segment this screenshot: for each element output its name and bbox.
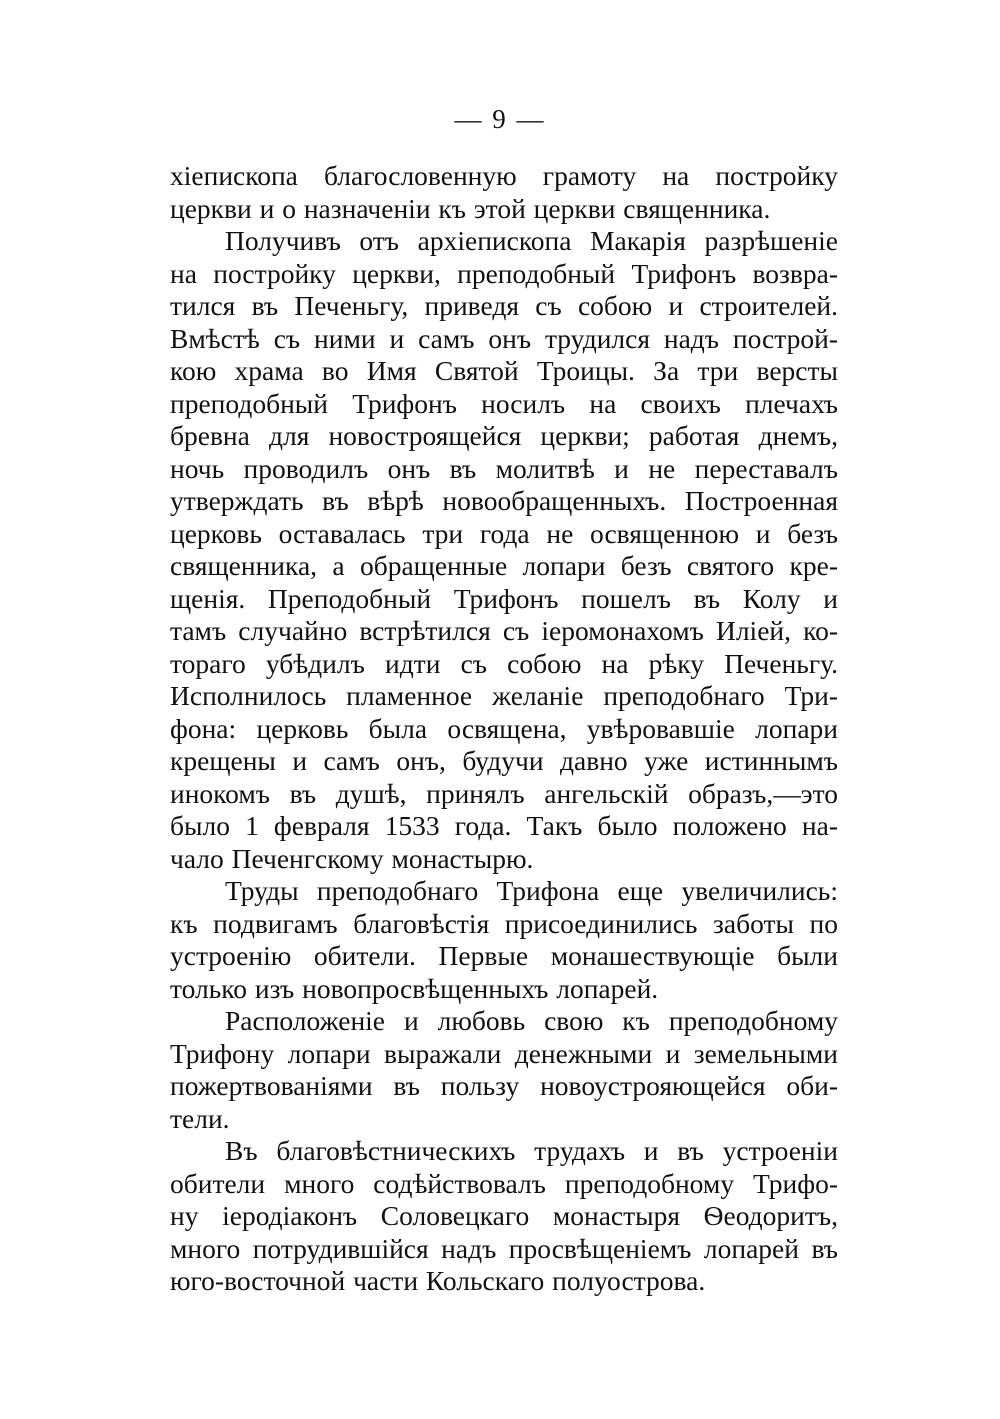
text-line: къ подвигамъ благовѣстія присоединились заботы по (170, 907, 838, 939)
text-line: чало Печенгскому монастырю. (170, 842, 534, 874)
text-line: инокомъ въ душѣ, принялъ ангельскій образъ,—это (170, 777, 838, 809)
text-line: священника, а обращенные лопари безъ святого кре- (170, 550, 838, 581)
text-line: преподобный Трифонъ носилъ на своихъ плечахъ (170, 387, 838, 419)
text-line: хіепископа благословенную грамоту на постройку (170, 160, 838, 191)
text-line: много потрудившійся надъ просвѣщеніемъ лопарей въ (170, 1232, 838, 1264)
text-line: фона: церковь была освящена, увѣровавшіе лопари (170, 712, 838, 744)
text-line: бревна для новостроящейся церкви; работая днемъ, (170, 420, 838, 451)
text-line: ночь проводилъ онъ въ молитвѣ и не переставалъ (170, 452, 838, 484)
text-line: ну іеродіаконъ Соловецкаго монастыря Ѳеодоритъ, (170, 1200, 838, 1231)
text-line: церковь оставалась три года не освященною и безъ (170, 517, 838, 549)
page-number: — 9 — (454, 104, 546, 134)
text-line: Труды преподобнаго Трифона еще увеличились: (225, 875, 838, 906)
text-line: Трифону лопари выражали денежными и земельными (170, 1037, 838, 1069)
text-line: пожертвованіями въ пользу новоустрояющейся оби- (170, 1070, 838, 1101)
text-line: Исполнилось пламенное желаніе преподобнаго Три- (170, 680, 838, 711)
text-line: Въ благовѣстническихъ трудахъ и въ устроеніи (225, 1135, 838, 1166)
text-line: устроенію обители. Первые монашествующіе были (170, 940, 838, 971)
text-line: тамъ случайно встрѣтился съ іеромонахомъ Иліей, ко- (170, 615, 838, 646)
text-line: Вмѣстѣ съ ними и самъ онъ трудился надъ построй- (170, 322, 838, 354)
text-line: тился въ Печеньгу, приведя съ собою и строителей. (170, 290, 838, 321)
text-line: на постройку церкви, преподобный Трифонъ возвра- (170, 257, 838, 289)
body-text (170, 160, 838, 1298)
text-line: утверждать въ вѣрѣ новообращенныхъ. Построенная (170, 485, 838, 516)
text-line: щенія. Преподобный Трифонъ пошелъ въ Колу и (170, 582, 838, 614)
text-line: Получивъ отъ архіепископа Макарія разрѣшеніе (225, 225, 838, 256)
text-line: юго-восточной части Кольскаго полуострова. (170, 1265, 706, 1296)
text-line: кою храма во Имя Святой Троицы. За три версты (170, 355, 838, 386)
text-line: Расположеніе и любовь свою къ преподобному (225, 1005, 838, 1036)
text-line: было 1 февраля 1533 года. Такъ было положено на- (170, 810, 838, 841)
text-line: обители много содѣйствовалъ преподобному Трифо- (170, 1167, 838, 1199)
text-line: тораго убѣдилъ идти съ собою на рѣку Печеньгу. (170, 647, 838, 679)
text-line: только изъ новопросвѣщенныхъ лопарей. (170, 972, 659, 1004)
text-line: крещены и самъ онъ, будучи давно уже истиннымъ (170, 745, 838, 776)
text-line: тели. (170, 1102, 230, 1134)
text-line: церкви и о назначеніи къ этой церкви священника. (170, 192, 771, 224)
